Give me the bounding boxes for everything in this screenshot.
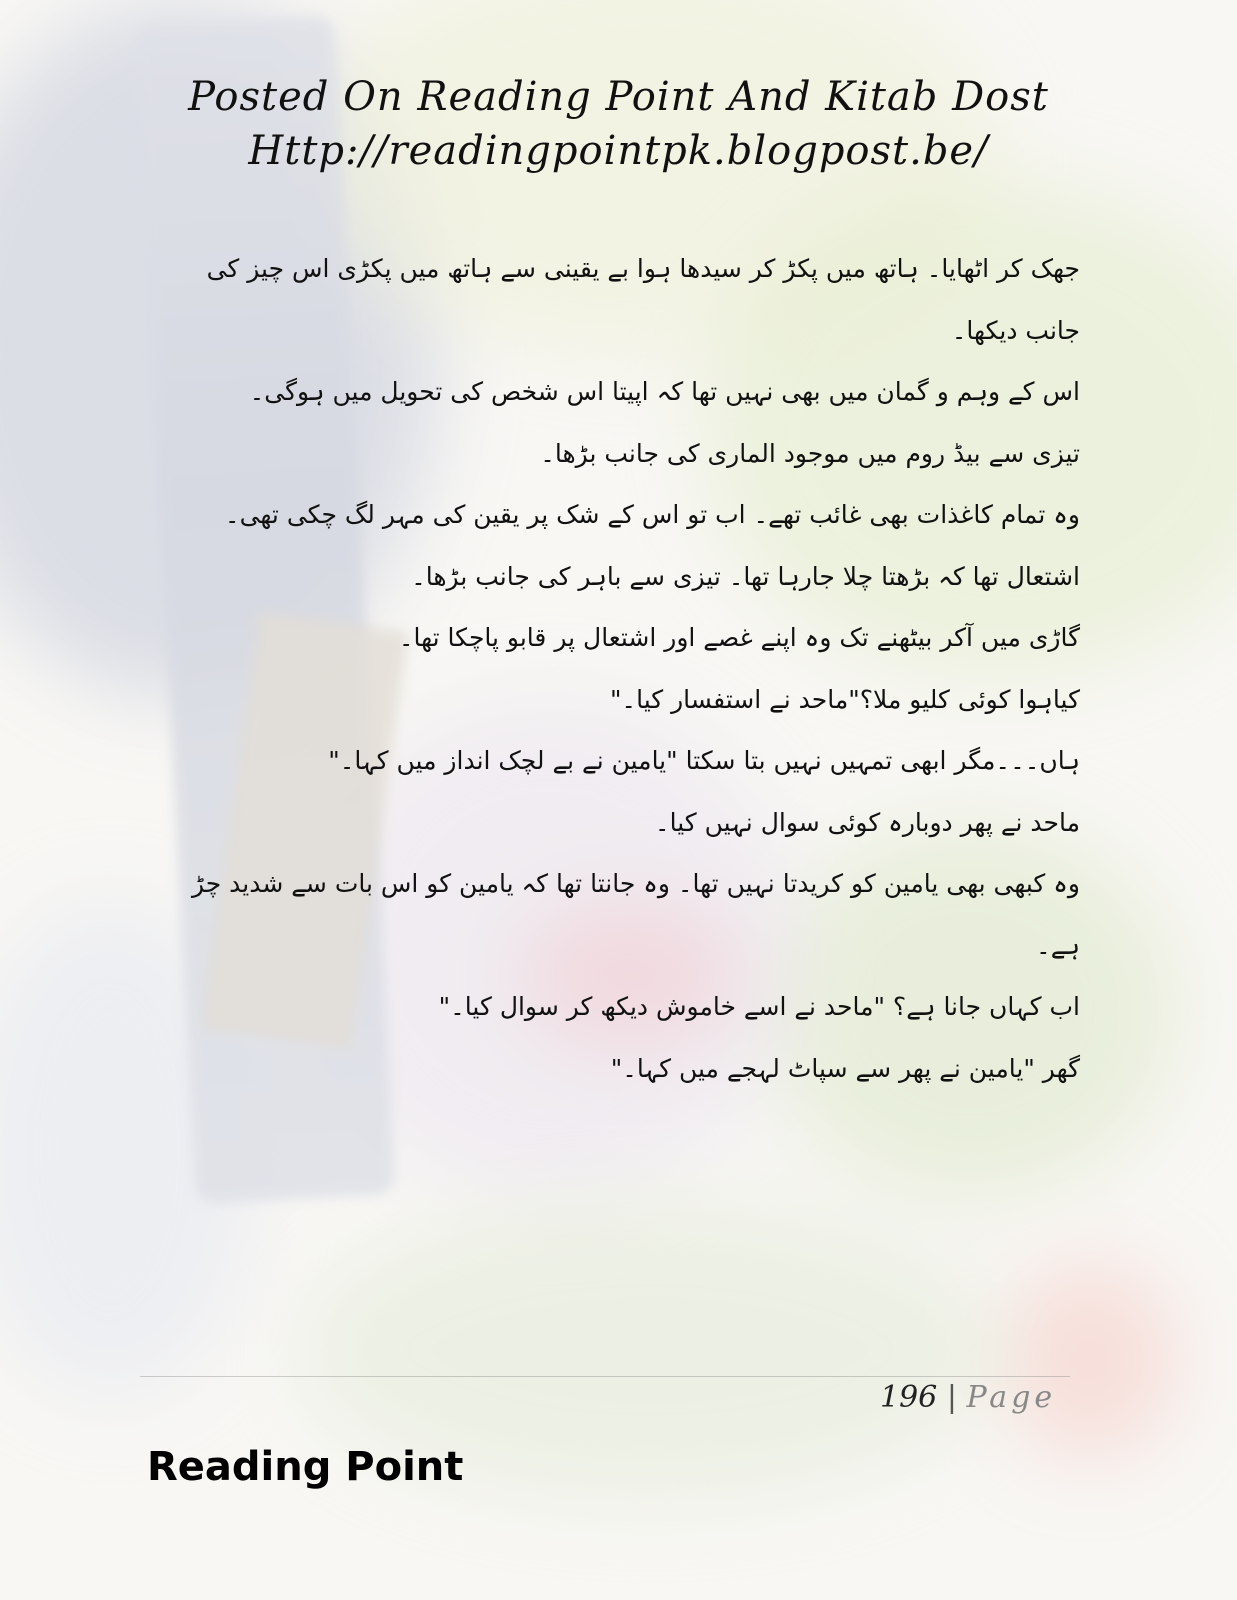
page-number <box>880 1380 1070 1415</box>
header-title: Posted On Reading Point And Kitab Dost <box>188 74 1049 120</box>
text-line: اشتعال تھا کہ بڑھتا چلا جارہا تھا۔ تیزی سے باہر کی جانب بڑھا۔ <box>411 561 1080 591</box>
brand-logo-text: Reading Point <box>147 1444 464 1490</box>
header-url: Http://readingpointpk.blogpost.be/ <box>248 128 989 174</box>
text-line: اب کہاں جانا ہے؟ "ماحد نے اسے خاموش دیکھ کر سوال کیا۔" <box>438 992 1080 1021</box>
text-line: تیزی سے بیڈ روم میں موجود الماری کی جانب بڑھا۔ <box>540 438 1080 468</box>
text-line: ماحد نے پھر دوبارہ کوئی سوال نہیں کیا۔ <box>654 807 1080 837</box>
story-text <box>180 238 1080 1099</box>
text-line: ہے۔ <box>1036 930 1080 960</box>
page-label: Page <box>966 1380 1057 1415</box>
text-line: جانب دیکھا۔ <box>951 315 1080 345</box>
footer-divider <box>140 1376 1070 1377</box>
text-line: ہاں۔۔۔مگر ابھی تمہیں نہیں بتا سکتا "یامین نے بے لچک انداز میں کہا۔" <box>328 746 1080 775</box>
text-line: گھر "یامین نے پھر سے سپاٹ لہجے میں کہا۔" <box>610 1053 1080 1083</box>
page-separator: | <box>946 1380 957 1415</box>
page-number-value: 196 <box>880 1380 938 1415</box>
text-line: کیاہوا کوئی کلیو ملا؟"ماحد نے استفسار کیا۔" <box>609 684 1080 714</box>
text-line: جھک کر اٹھایا۔ ہاتھ میں پکڑ کر سیدھا ہوا بے یقینی سے ہاتھ میں پکڑی اس چیز کی <box>206 254 1080 283</box>
text-line: گاڑی میں آکر بیٹھنے تک وہ اپنے غصے اور اشتعال پر قابو پاچکا تھا۔ <box>398 623 1080 652</box>
text-line: وہ کبھی بھی یامین کو کریدتا نہیں تھا۔ وہ جانتا تھا کہ یامین کو اس بات سے شدید چڑ <box>191 869 1080 898</box>
text-line: اس کے وہم و گمان میں بھی نہیں تھا کہ اپیتا اس شخص کی تحویل میں ہوگی۔ <box>249 377 1080 406</box>
text-line: وہ تمام کاغذات بھی غائب تھے۔ اب تو اس کے شک پر یقین کی مہر لگ چکی تھی۔ <box>224 500 1080 529</box>
